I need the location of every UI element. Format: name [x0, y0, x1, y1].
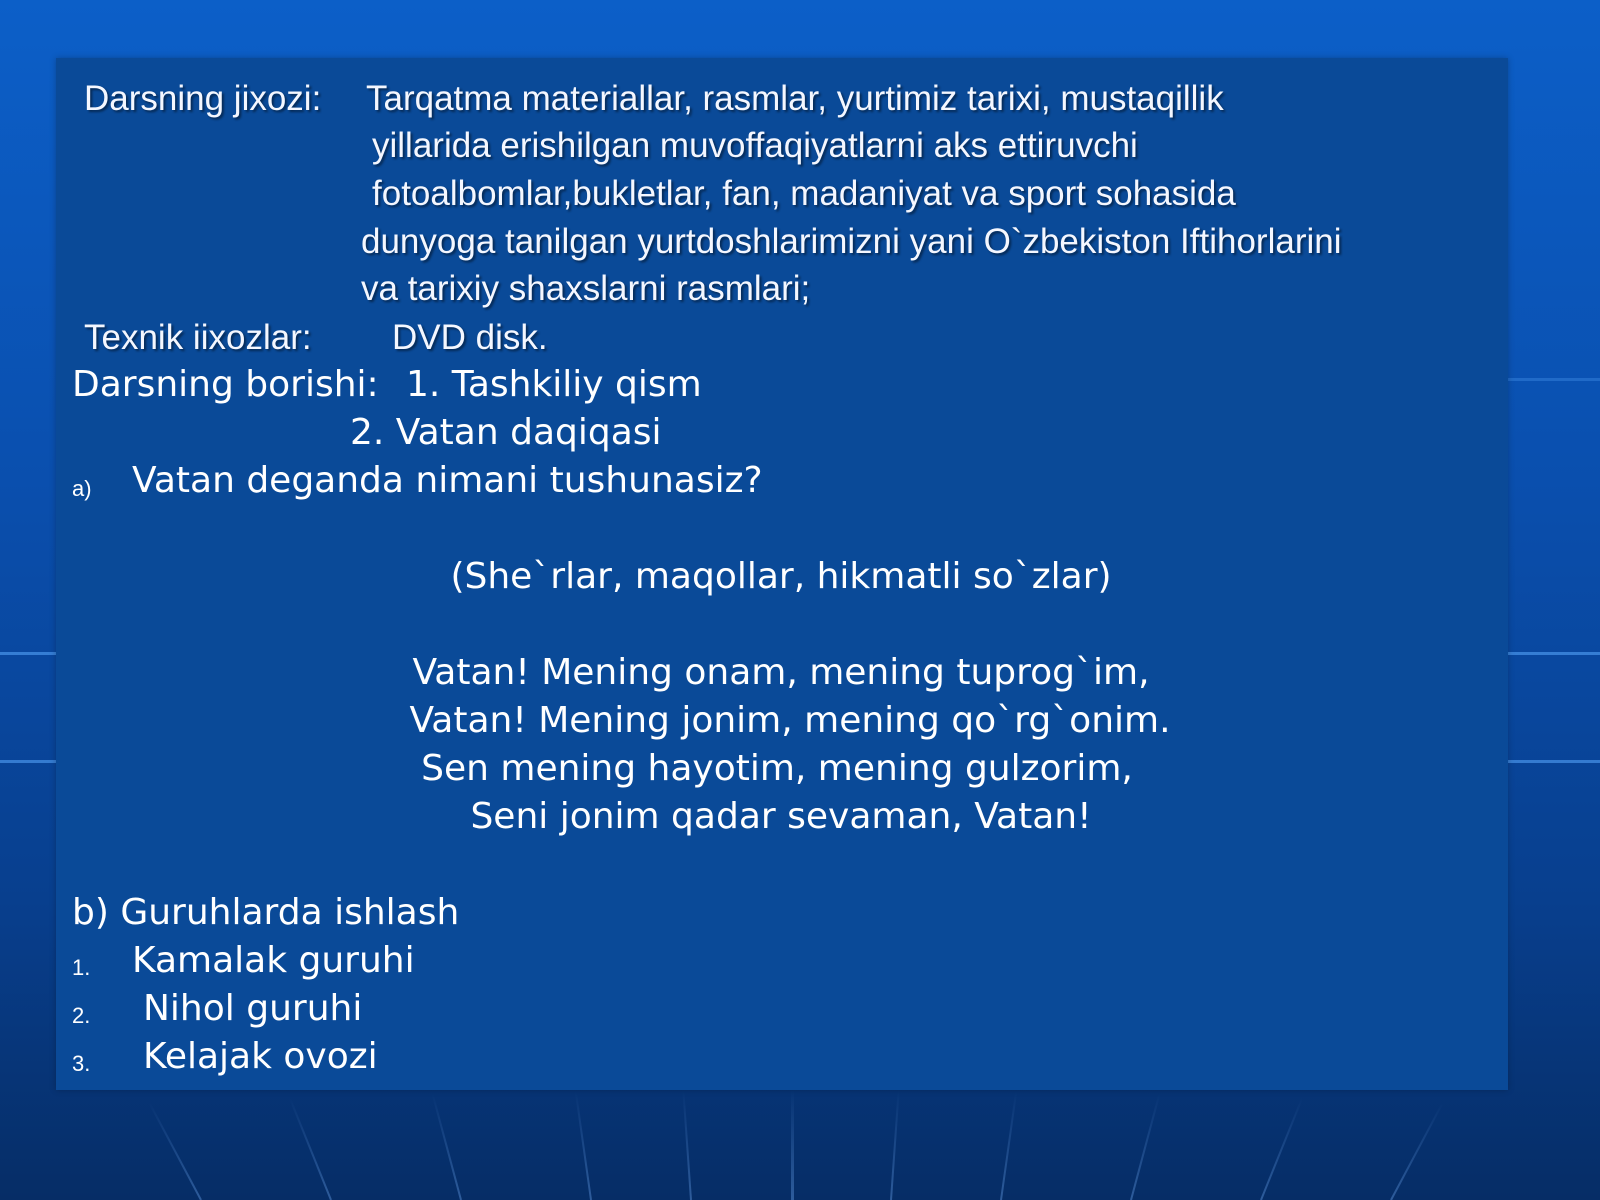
group-marker: 3. [72, 1051, 91, 1076]
equipment-line: va tarixiy shaxslarni rasmlari; [361, 269, 811, 308]
background-ray [148, 1102, 201, 1200]
lesson-flow-label: Darsning borishi: [72, 364, 379, 405]
poem-line: Vatan! Mening onam, mening tuprog`im, [412, 652, 1150, 693]
background-streak [1508, 652, 1600, 655]
poem-line: Vatan! Mening jonim, mening qo`rg`onim. [409, 700, 1171, 741]
equipment-line: yillarida erishilgan muvoffaqiyatlarni aks ettiruvchi [372, 126, 1138, 165]
background-streak [0, 652, 56, 655]
background-ray [1000, 1091, 1017, 1200]
question-marker: a) [72, 476, 92, 501]
equipment-line: Tarqatma materiallar, rasmlar, yurtimiz tarixi, mustaqillik [366, 79, 1224, 118]
poem-line: Sen mening hayotim, mening gulzorim, [421, 748, 1133, 789]
technical-value: DVD disk. [392, 318, 548, 357]
poem-line: Seni jonim qadar sevaman, Vatan! [470, 796, 1092, 837]
background-ray [289, 1098, 332, 1200]
background-ray [575, 1091, 592, 1200]
lesson-flow-step: 2. Vatan daqiqasi [350, 412, 662, 453]
background-streak [0, 760, 56, 763]
group-name: Nihol guruhi [143, 988, 363, 1029]
equipment-line: fotoalbomlar,bukletlar, fan, madaniyat va sport sohasida [372, 174, 1236, 213]
technical-label: Texnik iixozlar: [84, 318, 312, 357]
lesson-flow-step: 1. Tashkiliy qism [406, 364, 702, 405]
background-ray [1390, 1102, 1443, 1200]
background-ray [1130, 1093, 1160, 1200]
background-streak [1508, 760, 1600, 763]
background-ray [1260, 1098, 1303, 1200]
question-text: Vatan deganda nimani tushunasiz? [132, 460, 763, 501]
background-ray [432, 1093, 462, 1200]
background-streak [1508, 378, 1600, 381]
background-ray [890, 1090, 900, 1200]
background-ray [791, 1090, 794, 1200]
group-marker: 1. [72, 955, 91, 980]
group-name: Kamalak guruhi [132, 940, 415, 981]
group-name: Kelajak ovozi [143, 1036, 378, 1077]
equipment-line: dunyoga tanilgan yurtdoshlarimizni yani O`zbekiston Iftihorlarini [361, 222, 1342, 261]
group-work-heading: b) Guruhlarda ishlash [72, 892, 460, 933]
genres-note: (She`rlar, maqollar, hikmatli so`zlar) [450, 556, 1112, 597]
background-ray [682, 1090, 692, 1200]
equipment-label: Darsning jixozi: [84, 79, 322, 118]
group-marker: 2. [72, 1003, 91, 1028]
